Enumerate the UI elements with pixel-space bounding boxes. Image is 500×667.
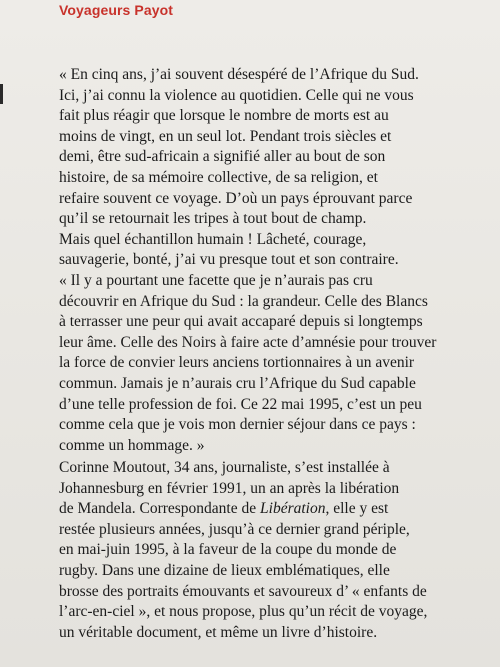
text-line: l’arc-en-ciel », et nous propose, plus qu’un récit de voyage,	[59, 603, 428, 621]
author-bio-paragraph	[59, 458, 479, 643]
text-line: refaire souvent ce voyage. D’où un pays éprouvant parce	[59, 189, 413, 207]
text-line: fait plus réagir que lorsque le nombre de morts est au	[59, 107, 389, 125]
text-line: découvrir en Afrique du Sud : la grandeur. Celle des Blancs	[59, 292, 428, 310]
text-line: sauvagerie, bonté, j’ai vu presque tout et son contraire.	[59, 251, 399, 269]
text-line: commun. Jamais je n’aurais cru l’Afrique du Sud capable	[59, 374, 416, 392]
text-line: « Il y a pourtant une facette que je n’aurais pas cru	[59, 272, 373, 289]
text-line: en mai-juin 1995, à la faveur de la coupe du monde de	[59, 541, 397, 559]
publisher-name: Voyageurs Payot	[59, 2, 174, 18]
text-line: comme un hommage. »	[59, 436, 205, 454]
text-line: demi, être sud-africain a signifié aller au bout de son	[59, 148, 386, 166]
newspaper-title: Libération	[260, 500, 326, 518]
text-line: d’une telle profession de foi. Ce 22 mai 1995, c’est un peu	[59, 395, 422, 413]
text-line: moins de vingt, en un seul lot. Pendant trois siècles et	[59, 127, 392, 145]
text-line: un véritable document, et même un livre d’histoire.	[59, 623, 378, 641]
text-line: leur âme. Celle des Noirs à faire acte d’amnésie pour trouver	[59, 333, 437, 351]
text-line: à terrasser une peur qui avait accaparé depuis si longtemps	[59, 313, 423, 331]
text-line: qu’il se retournait les tripes à tout bout de champ.	[59, 210, 367, 228]
text-line: Mais quel échantillon humain ! Lâcheté, courage,	[59, 230, 367, 248]
text-line: la force de convier leurs anciens tortionnaires à un avenir	[59, 354, 415, 372]
text-line: Ici, j’ai connu la violence au quotidien. Celle qui ne vous	[59, 86, 414, 104]
page-edge-mark	[0, 84, 3, 104]
text-line: de Mandela. Correspondante de Libération, elle y est	[59, 500, 389, 518]
text-line: histoire, de sa mémoire collective, de sa religion, et	[59, 168, 378, 186]
text-line: Johannesburg en février 1991, un an après la libération	[59, 479, 400, 497]
text-line: rugby. Dans une dizaine de lieux emblématiques, elle	[59, 561, 390, 579]
quote-paragraph-2	[59, 271, 479, 456]
text-line: comme cela que je vois mon dernier séjour dans ce pays :	[59, 416, 416, 434]
quote-paragraph-1	[59, 65, 479, 271]
text-line: brosse des portraits émouvants et savoureux d’ « enfants de	[59, 582, 427, 600]
text-line: « En cinq ans, j’ai souvent désespéré de l’Afrique du Sud.	[59, 66, 419, 83]
text-line: Corinne Moutout, 34 ans, journaliste, s’est installée à	[59, 459, 390, 476]
text-line: restée plusieurs années, jusqu’à ce dernier grand périple,	[59, 520, 410, 538]
